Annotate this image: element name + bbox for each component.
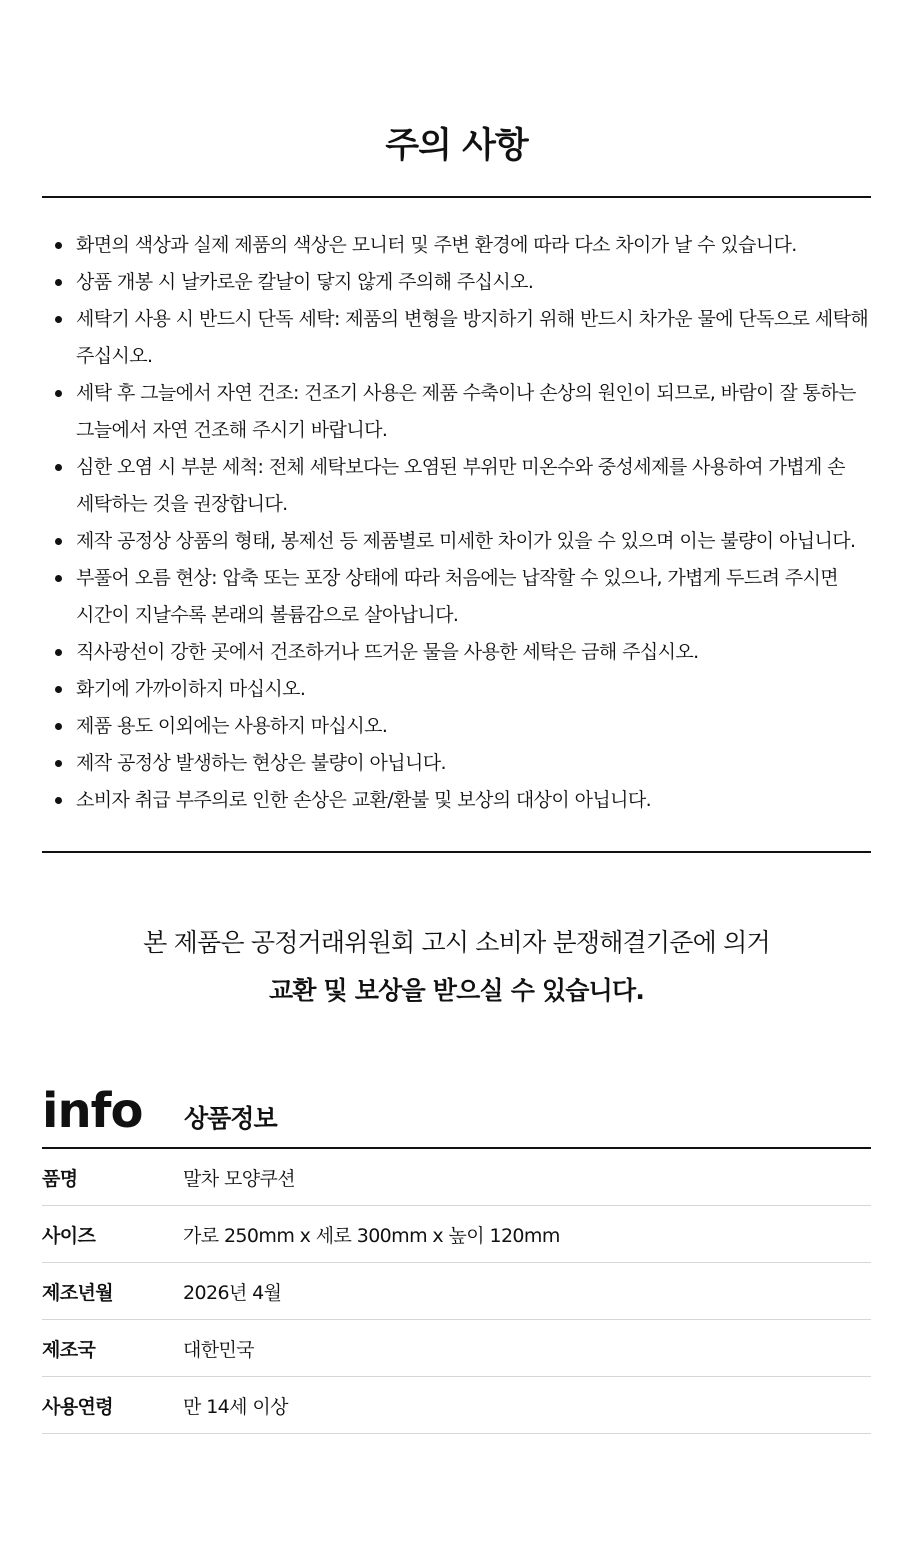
caution-item xyxy=(42,560,871,634)
caution-item-text: 제작 공정상 상품의 형태, 봉제선 등 제품별로 미세한 차이가 있을 수 있으며 이는 불량이 아닙니다. xyxy=(76,530,856,552)
bullet-icon xyxy=(55,464,62,471)
bullet-icon xyxy=(55,797,62,804)
bullet-icon xyxy=(55,649,62,656)
info-divider xyxy=(42,1147,871,1149)
caution-item-text: 상품 개봉 시 날카로운 칼날이 닿지 않게 주의해 주십시오. xyxy=(76,271,534,293)
caution-item xyxy=(42,782,871,819)
bullet-icon xyxy=(55,316,62,323)
bullet-icon xyxy=(55,390,62,397)
caution-item-text: 심한 오염 시 부분 세척: 전체 세탁보다는 오염된 부위만 미온수와 중성세제를 사용하여 가볍게 손 세탁하는 것을 권장합니다. xyxy=(76,456,845,515)
table-row xyxy=(42,1149,871,1206)
caution-item-text: 부풀어 오름 현상: 압축 또는 포장 상태에 따라 처음에는 납작할 수 있으나, 가볍게 두드려 주시면 시간이 지날수록 본래의 볼륨감으로 살아납니다. xyxy=(76,567,839,626)
table-row xyxy=(42,1320,871,1377)
spec-label: 사이즈 xyxy=(42,1206,183,1263)
caution-item-text: 세탁 후 그늘에서 자연 건조: 건조기 사용은 제품 수축이나 손상의 원인이 되므로, 바람이 잘 통하는 그늘에서 자연 건조해 주시기 바랍니다. xyxy=(76,382,856,441)
caution-item xyxy=(42,523,871,560)
caution-item xyxy=(42,671,871,708)
info-heading: info xyxy=(42,1083,143,1139)
info-subheading: 상품정보 xyxy=(184,1104,277,1133)
caution-item xyxy=(42,301,871,375)
table-row xyxy=(42,1377,871,1434)
caution-item-text: 세탁기 사용 시 반드시 단독 세탁: 제품의 변형을 방지하기 위해 반드시 차가운 물에 단독으로 세탁해 주십시오. xyxy=(76,308,869,367)
spec-label: 사용연령 xyxy=(42,1377,183,1434)
caution-item xyxy=(42,227,871,264)
table-row xyxy=(42,1206,871,1263)
caution-item-text: 제작 공정상 발생하는 현상은 불량이 아닙니다. xyxy=(76,752,446,774)
caution-item-text: 제품 용도 이외에는 사용하지 마십시오. xyxy=(76,715,388,737)
spec-value: 가로 250mm x 세로 300mm x 높이 120mm xyxy=(183,1206,871,1263)
bullet-icon xyxy=(55,279,62,286)
product-info-table xyxy=(42,1149,871,1434)
spec-value: 말차 모양쿠션 xyxy=(183,1149,871,1206)
bullet-icon xyxy=(55,242,62,249)
caution-item xyxy=(42,745,871,782)
caution-title: 주의 사항 xyxy=(385,126,528,166)
info-header xyxy=(42,1023,871,1149)
caution-item xyxy=(42,449,871,523)
caution-list xyxy=(42,198,871,851)
table-row xyxy=(42,1263,871,1320)
caution-item-text: 소비자 취급 부주의로 인한 손상은 교환/환불 및 보상의 대상이 아닙니다. xyxy=(76,789,652,811)
bullet-icon xyxy=(55,575,62,582)
exchange-notice xyxy=(42,853,871,1023)
caution-item xyxy=(42,708,871,745)
spec-value: 대한민국 xyxy=(183,1320,871,1377)
product-notice-page xyxy=(42,0,871,1434)
caution-item xyxy=(42,375,871,449)
notice-line-1: 본 제품은 공정거래위원회 고시 소비자 분쟁해결기준에 의거 xyxy=(143,928,770,957)
spec-label: 품명 xyxy=(42,1149,183,1206)
spec-value: 만 14세 이상 xyxy=(183,1377,871,1434)
notice-line-2: 교환 및 보상을 받으실 수 있습니다. xyxy=(268,976,645,1005)
spec-label: 제조년월 xyxy=(42,1263,183,1320)
caution-item-text: 화기에 가까이하지 마십시오. xyxy=(76,678,306,700)
bullet-icon xyxy=(55,538,62,545)
bullet-icon xyxy=(55,686,62,693)
spec-label: 제조국 xyxy=(42,1320,183,1377)
caution-item-text: 직사광선이 강한 곳에서 건조하거나 뜨거운 물을 사용한 세탁은 금해 주십시오. xyxy=(76,641,699,663)
caution-item xyxy=(42,634,871,671)
bullet-icon xyxy=(55,760,62,767)
caution-item xyxy=(42,264,871,301)
bullet-icon xyxy=(55,723,62,730)
spec-value: 2026년 4월 xyxy=(183,1263,871,1320)
caution-item-text: 화면의 색상과 실제 제품의 색상은 모니터 및 주변 환경에 따라 다소 차이가 날 수 있습니다. xyxy=(76,234,797,256)
